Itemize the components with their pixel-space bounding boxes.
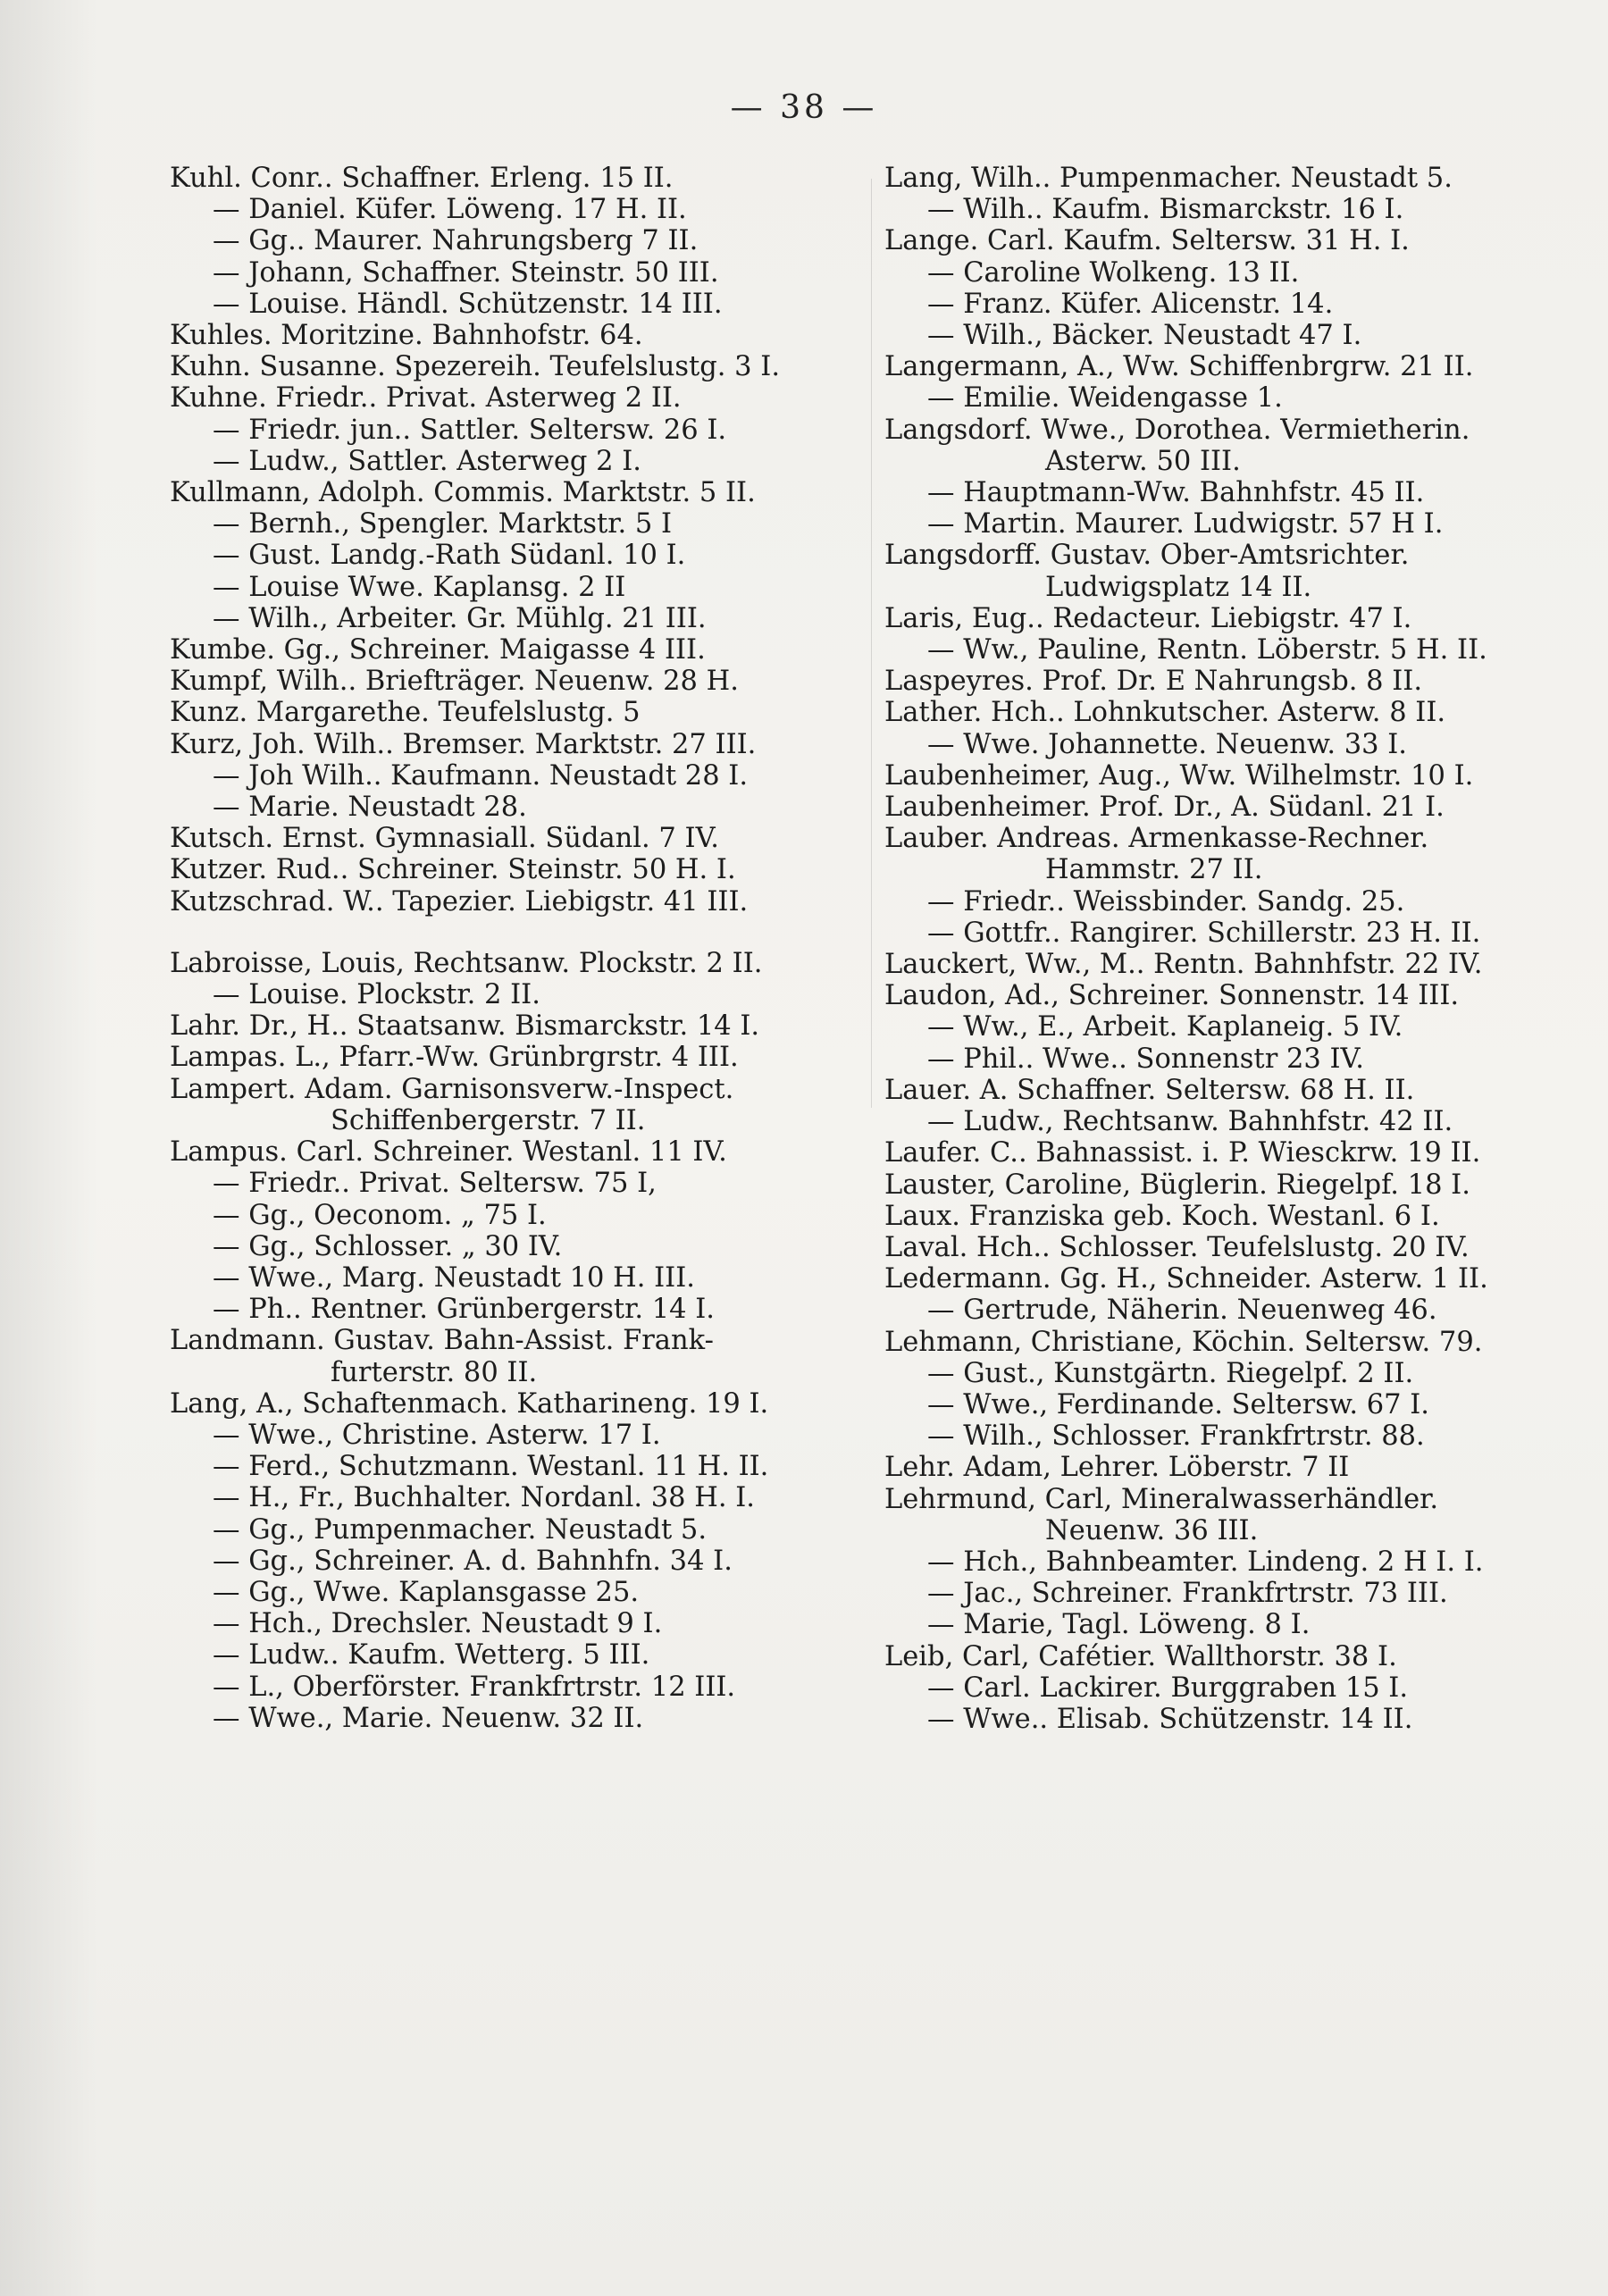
directory-entry: — Ww., E., Arbeit. Kaplaneig. 5 IV. [927,1011,1403,1043]
directory-entry: — Marie. Neustadt 28. [213,792,527,824]
directory-entry: Lampas. L., Pfarr.-Ww. Grünbrgrstr. 4 III. [170,1042,739,1074]
directory-entry: — Friedr.. Weissbinder. Sandg. 25. [927,885,1405,918]
directory-entry: Laux. Franziska geb. Koch. Westanl. 6 I. [884,1200,1440,1232]
directory-entry: — Franz. Küfer. Alicenstr. 14. [927,288,1334,320]
directory-entry: Leib, Carl, Cafétier. Wallthorstr. 38 I. [884,1640,1397,1672]
directory-entry: — Friedr.. Privat. Seltersw. 75 I, [213,1168,657,1200]
directory-entry: Lauer. A. Schaffner. Seltersw. 68 H. II. [884,1074,1415,1106]
directory-entry: Kutsch. Ernst. Gymnasiall. Südanl. 7 IV. [170,823,719,855]
directory-entry: — Wwe., Marg. Neustadt 10 H. III. [213,1261,695,1294]
directory-entry: Kutzer. Rud.. Schreiner. Steinstr. 50 H. I. [170,854,736,886]
directory-entry: Lang, Wilh.. Pumpenmacher. Neustadt 5. [884,163,1453,194]
directory-entry: Laubenheimer, Aug., Ww. Wilhelmstr. 10 I. [884,759,1474,792]
directory-entry: — Carl. Lackirer. Burggraben 15 I. [927,1672,1409,1704]
directory-entry: — L., Oberförster. Frankfrtrstr. 12 III. [213,1671,736,1703]
directory-entry: Kunz. Margarethe. Teufelslustg. 5 [170,697,641,729]
directory-entry: Kumbe. Gg., Schreiner. Maigasse 4 III. [170,634,706,666]
directory-entry: Neuenw. 36 III. [1045,1514,1259,1546]
directory-entry: — H., Fr., Buchhalter. Nordanl. 38 H. I. [213,1482,756,1514]
directory-entry: Laspeyres. Prof. Dr. E Nahrungsb. 8 II. [884,666,1423,698]
directory-entry: Lampus. Carl. Schreiner. Westanl. 11 IV. [170,1136,727,1169]
directory-entry: — Gottfr.. Rangirer. Schillerstr. 23 H. II. [927,917,1481,949]
directory-entry: Kurz, Joh. Wilh.. Bremser. Marktstr. 27 III. [170,728,757,760]
directory-entry: Lahr. Dr., H.. Staatsanw. Bismarckstr. 14 I. [170,1010,760,1043]
directory-entry: Ledermann. Gg. H., Schneider. Asterw. 1 II. [884,1263,1488,1295]
directory-entry: Kumpf, Wilh.. Briefträger. Neuenw. 28 H. [170,666,739,698]
directory-entry: Kuhl. Conr.. Schaffner. Erleng. 15 II. [170,163,674,194]
directory-entry: — Wwe., Ferdinande. Seltersw. 67 I. [927,1388,1429,1420]
directory-entry: — Wilh.. Kaufm. Bismarckstr. 16 I. [927,194,1404,226]
directory-entry: — Ludw., Sattler. Asterweg 2 I. [213,445,641,477]
directory-entry: Lampert. Adam. Garnisonsverw.-Inspect. [170,1073,734,1105]
directory-entry: — Gg.. Maurer. Nahrungsberg 7 II. [213,225,699,257]
directory-entry: Laufer. C.. Bahnassist. i. P. Wiesckrw. 19 II. [884,1137,1481,1169]
directory-entry: — Joh Wilh.. Kaufmann. Neustadt 28 I. [213,759,749,792]
directory-entry: Lauster, Caroline, Büglerin. Riegelpf. 18 I. [884,1169,1470,1201]
directory-entry: — Martin. Maurer. Ludwigstr. 57 H I. [927,508,1444,540]
directory-entry: — Emilie. Weidengasse 1. [927,382,1283,415]
directory-entry: Asterw. 50 III. [1045,445,1241,477]
directory-entry: — Caroline Wolkeng. 13 II. [927,256,1300,289]
directory-entry: — Ludw., Rechtsanw. Bahnhfstr. 42 II. [927,1106,1453,1138]
directory-entry: Kullmann, Adolph. Commis. Marktstr. 5 II. [170,477,756,509]
directory-entry: — Wwe., Christine. Asterw. 17 I. [213,1419,661,1451]
directory-entry: Kuhn. Susanne. Spezereih. Teufelslustg. 3 I. [170,351,781,383]
directory-entry: — Ludw.. Kaufm. Wetterg. 5 III. [213,1639,650,1672]
directory-entry: — Johann, Schaffner. Steinstr. 50 III. [213,256,719,289]
directory-entry: Labroisse, Louis, Rechtsanw. Plockstr. 2 II. [170,947,763,979]
directory-entry: Langermann, A., Ww. Schiffenbrgrw. 21 II. [884,351,1474,383]
directory-entry: Kutzschrad. W.. Tapezier. Liebigstr. 41 III. [170,885,749,918]
directory-entry: Lehr. Adam, Lehrer. Löberstr. 7 II [884,1452,1350,1484]
directory-entry: — Ph.. Rentner. Grünbergerstr. 14 I. [213,1294,715,1326]
directory-entry: Lauber. Andreas. Armenkasse-Rechner. [884,823,1429,855]
directory-entry: — Louise. Händl. Schützenstr. 14 III. [213,288,723,320]
directory-entry: Lange. Carl. Kaufm. Seltersw. 31 H. I. [884,225,1410,257]
directory-entry: Lather. Hch.. Lohnkutscher. Asterw. 8 II. [884,697,1446,729]
directory-entry: — Gust., Kunstgärtn. Riegelpf. 2 II. [927,1357,1414,1389]
directory-entry: — Gg., Pumpenmacher. Neustadt 5. [213,1513,708,1546]
directory-entry: Lauckert, Ww., M.. Rentn. Bahnhfstr. 22 IV. [884,949,1483,981]
directory-entry: — Friedr. jun.. Sattler. Seltersw. 26 I. [213,414,727,446]
directory-entry: — Gg., Wwe. Kaplansgasse 25. [213,1576,640,1608]
directory-entry: — Hch., Bahnbeamter. Lindeng. 2 H I. I. [927,1546,1484,1578]
directory-entry: Landmann. Gustav. Bahn-Assist. Frank- [170,1325,714,1357]
directory-entry: Lehmann, Christiane, Köchin. Seltersw. 79. [884,1326,1483,1358]
directory-entry: Kuhles. Moritzine. Bahnhofstr. 64. [170,320,643,352]
directory-entry: Laudon, Ad., Schreiner. Sonnenstr. 14 III. [884,980,1460,1012]
directory-entry: — Wwe. Johannette. Neuenw. 33 I. [927,728,1407,760]
directory-entry: — Gertrude, Näherin. Neuenweg 46. [927,1295,1437,1327]
directory-entry: furterstr. 80 II. [331,1356,538,1388]
directory-entry: — Jac., Schreiner. Frankfrtrstr. 73 III. [927,1578,1448,1610]
directory-entry: — Bernh., Spengler. Marktstr. 5 I [213,508,673,540]
directory-entry: Laval. Hch.. Schlosser. Teufelslustg. 20 IV. [884,1231,1470,1263]
directory-entry: — Gg., Schreiner. A. d. Bahnhfn. 34 I. [213,1545,733,1577]
directory-entry: — Daniel. Küfer. Löweng. 17 H. II. [213,194,687,226]
page-edge-shadow [0,0,98,2296]
directory-entry: Hammstr. 27 II. [1045,854,1263,886]
directory-entry: — Ferd., Schutzmann. Westanl. 11 H. II. [213,1451,769,1483]
directory-entry: Kuhne. Friedr.. Privat. Asterweg 2 II. [170,382,682,415]
directory-entry: — Wilh., Schlosser. Frankfrtrstr. 88. [927,1420,1425,1453]
directory-entry: Langsdorf. Wwe., Dorothea. Vermietherin. [884,414,1470,446]
directory-entry: — Hch., Drechsler. Neustadt 9 I. [213,1608,663,1640]
directory-entry: — Wilh., Bäcker. Neustadt 47 I. [927,320,1362,352]
directory-entry: Ludwigsplatz 14 II. [1045,571,1312,603]
directory-entry: — Gg., Oeconom. „ 75 I. [213,1199,547,1231]
directory-entry: — Wwe., Marie. Neuenw. 32 II. [213,1702,644,1734]
column-divider [871,179,872,1108]
page-number: — 38 — [730,89,878,126]
directory-entry: Lang, A., Schaftenmach. Katharineng. 19 I. [170,1387,769,1420]
directory-entry: — Wwe.. Elisab. Schützenstr. 14 II. [927,1703,1413,1735]
directory-entry: Lehrmund, Carl, Mineralwasserhändler. [884,1483,1439,1515]
directory-entry: — Louise. Plockstr. 2 II. [213,979,540,1011]
directory-entry: Schiffenbergerstr. 7 II. [331,1104,646,1136]
directory-entry: — Gust. Landg.-Rath Südanl. 10 I. [213,540,686,572]
directory-entry: — Marie, Tagl. Löweng. 8 I. [927,1609,1311,1641]
directory-entry: — Louise Wwe. Kaplansg. 2 II [213,571,626,603]
directory-entry: — Gg., Schlosser. „ 30 IV. [213,1230,563,1262]
right-column [884,163,1541,1735]
directory-entry: — Wilh., Arbeiter. Gr. Mühlg. 21 III. [213,602,707,634]
directory-entry: Langsdorff. Gustav. Ober-Amtsrichter. [884,540,1410,572]
directory-entry: — Ww., Pauline, Rentn. Löberstr. 5 H. II. [927,634,1487,666]
left-column [170,163,849,1734]
directory-entry: — Phil.. Wwe.. Sonnenstr 23 IV. [927,1043,1364,1075]
directory-entry: — Hauptmann-Ww. Bahnhfstr. 45 II. [927,477,1425,509]
directory-entry: Laris, Eug.. Redacteur. Liebigstr. 47 I. [884,602,1412,634]
directory-entry: Laubenheimer. Prof. Dr., A. Südanl. 21 I. [884,792,1445,824]
